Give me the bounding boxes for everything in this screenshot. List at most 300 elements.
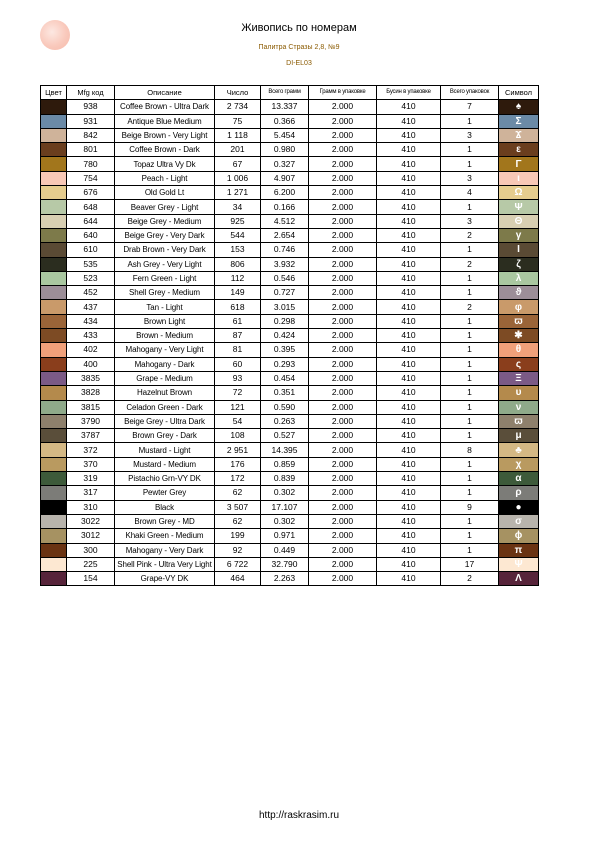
cell-total-grams: 0.971 xyxy=(261,529,309,543)
cell-total-grams: 0.546 xyxy=(261,271,309,285)
cell-beads-per-pack: 410 xyxy=(377,314,441,328)
cell-total-packs: 1 xyxy=(441,457,499,471)
symbol-icon: ✱ xyxy=(499,329,539,343)
cell-count: 54 xyxy=(215,414,261,428)
cell-description: Tan - Light xyxy=(115,300,215,314)
cell-total-packs: 1 xyxy=(441,429,499,443)
table-row xyxy=(41,543,539,557)
cell-mfg-code: 452 xyxy=(67,286,115,300)
cell-total-packs: 1 xyxy=(441,414,499,428)
cell-total-packs: 1 xyxy=(441,486,499,500)
cell-description: Coffee Brown - Dark xyxy=(115,143,215,157)
cell-beads-per-pack: 410 xyxy=(377,243,441,257)
color-swatch xyxy=(41,200,67,214)
cell-description: Fern Green - Light xyxy=(115,271,215,285)
cell-total-packs: 1 xyxy=(441,157,499,171)
cell-mfg-code: 3012 xyxy=(67,529,115,543)
color-swatch xyxy=(41,243,67,257)
cell-beads-per-pack: 410 xyxy=(377,228,441,242)
cell-total-grams: 0.366 xyxy=(261,114,309,128)
table-row xyxy=(41,529,539,543)
color-swatch xyxy=(41,329,67,343)
cell-beads-per-pack: 410 xyxy=(377,386,441,400)
palette-table xyxy=(40,85,539,586)
symbol-icon: ϑ xyxy=(499,286,539,300)
cell-mfg-code: 3790 xyxy=(67,414,115,428)
cell-beads-per-pack: 410 xyxy=(377,400,441,414)
table-row xyxy=(41,557,539,571)
cell-description: Antique Blue Medium xyxy=(115,114,215,128)
color-swatch xyxy=(41,443,67,457)
cell-total-packs: 1 xyxy=(441,243,499,257)
cell-count: 1 271 xyxy=(215,186,261,200)
symbol-icon: Γ xyxy=(499,157,539,171)
cell-total-packs: 2 xyxy=(441,300,499,314)
cell-mfg-code: 801 xyxy=(67,143,115,157)
cell-description: Brown Grey - Dark xyxy=(115,429,215,443)
cell-mfg-code: 310 xyxy=(67,500,115,514)
cell-grams-per-pack: 2.000 xyxy=(309,286,377,300)
symbol-icon: ϕ xyxy=(499,529,539,543)
cell-total-packs: 1 xyxy=(441,200,499,214)
color-swatch xyxy=(41,429,67,443)
cell-beads-per-pack: 410 xyxy=(377,343,441,357)
cell-grams-per-pack: 2.000 xyxy=(309,128,377,142)
cell-beads-per-pack: 410 xyxy=(377,514,441,528)
cell-total-grams: 0.263 xyxy=(261,414,309,428)
cell-beads-per-pack: 410 xyxy=(377,271,441,285)
cell-beads-per-pack: 410 xyxy=(377,186,441,200)
cell-grams-per-pack: 2.000 xyxy=(309,514,377,528)
symbol-icon: ♣ xyxy=(499,443,539,457)
cell-grams-per-pack: 2.000 xyxy=(309,429,377,443)
cell-total-grams: 0.298 xyxy=(261,314,309,328)
symbol-icon: μ xyxy=(499,429,539,443)
cell-total-packs: 2 xyxy=(441,572,499,586)
cell-beads-per-pack: 410 xyxy=(377,128,441,142)
symbol-icon: ν xyxy=(499,400,539,414)
cell-description: Grape-VY DK xyxy=(115,572,215,586)
cell-mfg-code: 3828 xyxy=(67,386,115,400)
cell-description: Brown - Medium xyxy=(115,329,215,343)
cell-total-grams: 0.727 xyxy=(261,286,309,300)
cell-grams-per-pack: 2.000 xyxy=(309,157,377,171)
cell-grams-per-pack: 2.000 xyxy=(309,472,377,486)
cell-count: 108 xyxy=(215,429,261,443)
cell-total-packs: 7 xyxy=(441,100,499,114)
table-row xyxy=(41,472,539,486)
symbol-icon: ι xyxy=(499,171,539,185)
cell-grams-per-pack: 2.000 xyxy=(309,143,377,157)
cell-total-grams: 4.512 xyxy=(261,214,309,228)
table-row xyxy=(41,257,539,271)
cell-description: Beige Grey - Very Dark xyxy=(115,228,215,242)
cell-total-grams: 0.746 xyxy=(261,243,309,257)
cell-total-grams: 0.351 xyxy=(261,386,309,400)
col-header-description: Описание xyxy=(115,86,215,100)
cell-beads-per-pack: 410 xyxy=(377,429,441,443)
cell-grams-per-pack: 2.000 xyxy=(309,500,377,514)
cell-count: 92 xyxy=(215,543,261,557)
cell-beads-per-pack: 410 xyxy=(377,100,441,114)
cell-beads-per-pack: 410 xyxy=(377,443,441,457)
cell-description: Brown Grey - MD xyxy=(115,514,215,528)
cell-description: Coffee Brown - Ultra Dark xyxy=(115,100,215,114)
table-row xyxy=(41,329,539,343)
table-row xyxy=(41,371,539,385)
cell-description: Beige Grey - Ultra Dark xyxy=(115,414,215,428)
color-swatch xyxy=(41,314,67,328)
cell-grams-per-pack: 2.000 xyxy=(309,243,377,257)
cell-total-grams: 32.790 xyxy=(261,557,309,571)
symbol-icon: ♠ xyxy=(499,100,539,114)
cell-description: Beige Grey - Medium xyxy=(115,214,215,228)
cell-description: Black xyxy=(115,500,215,514)
cell-description: Beaver Grey - Light xyxy=(115,200,215,214)
cell-total-packs: 1 xyxy=(441,329,499,343)
table-row xyxy=(41,300,539,314)
cell-grams-per-pack: 2.000 xyxy=(309,186,377,200)
cell-total-packs: 3 xyxy=(441,171,499,185)
cell-total-packs: 1 xyxy=(441,114,499,128)
cell-count: 2 734 xyxy=(215,100,261,114)
cell-total-grams: 0.454 xyxy=(261,371,309,385)
cell-count: 93 xyxy=(215,371,261,385)
cell-mfg-code: 610 xyxy=(67,243,115,257)
color-swatch xyxy=(41,100,67,114)
cell-count: 925 xyxy=(215,214,261,228)
symbol-icon: φ xyxy=(499,300,539,314)
symbol-icon: Ψ xyxy=(499,200,539,214)
symbol-icon: ε xyxy=(499,143,539,157)
cell-grams-per-pack: 2.000 xyxy=(309,200,377,214)
symbol-icon: Ψ xyxy=(499,557,539,571)
cell-grams-per-pack: 2.000 xyxy=(309,400,377,414)
symbol-icon: θ xyxy=(499,343,539,357)
table-row xyxy=(41,214,539,228)
symbol-icon: σ xyxy=(499,514,539,528)
cell-total-packs: 1 xyxy=(441,400,499,414)
color-swatch xyxy=(41,343,67,357)
cell-beads-per-pack: 410 xyxy=(377,486,441,500)
cell-count: 1 118 xyxy=(215,128,261,142)
cell-total-grams: 0.839 xyxy=(261,472,309,486)
cell-total-grams: 6.200 xyxy=(261,186,309,200)
cell-beads-per-pack: 410 xyxy=(377,500,441,514)
symbol-icon: λ xyxy=(499,271,539,285)
cell-total-grams: 5.454 xyxy=(261,128,309,142)
cell-beads-per-pack: 410 xyxy=(377,543,441,557)
cell-count: 172 xyxy=(215,472,261,486)
cell-total-packs: 1 xyxy=(441,357,499,371)
cell-grams-per-pack: 2.000 xyxy=(309,443,377,457)
color-swatch xyxy=(41,171,67,185)
symbol-icon: α xyxy=(499,472,539,486)
cell-grams-per-pack: 2.000 xyxy=(309,271,377,285)
cell-beads-per-pack: 410 xyxy=(377,257,441,271)
cell-grams-per-pack: 2.000 xyxy=(309,228,377,242)
cell-beads-per-pack: 410 xyxy=(377,371,441,385)
symbol-icon: Ω xyxy=(499,186,539,200)
cell-mfg-code: 754 xyxy=(67,171,115,185)
cell-beads-per-pack: 410 xyxy=(377,572,441,586)
cell-mfg-code: 300 xyxy=(67,543,115,557)
cell-total-grams: 0.293 xyxy=(261,357,309,371)
cell-total-packs: 1 xyxy=(441,514,499,528)
color-swatch xyxy=(41,271,67,285)
cell-beads-per-pack: 410 xyxy=(377,286,441,300)
cell-total-packs: 1 xyxy=(441,386,499,400)
cell-total-grams: 2.654 xyxy=(261,228,309,242)
cell-description: Mustard - Light xyxy=(115,443,215,457)
color-swatch xyxy=(41,157,67,171)
cell-grams-per-pack: 2.000 xyxy=(309,371,377,385)
cell-total-packs: 1 xyxy=(441,314,499,328)
cell-count: 67 xyxy=(215,157,261,171)
cell-count: 464 xyxy=(215,572,261,586)
cell-count: 6 722 xyxy=(215,557,261,571)
table-row xyxy=(41,200,539,214)
cell-grams-per-pack: 2.000 xyxy=(309,343,377,357)
color-swatch xyxy=(41,214,67,228)
cell-mfg-code: 433 xyxy=(67,329,115,343)
cell-mfg-code: 931 xyxy=(67,114,115,128)
table-row xyxy=(41,271,539,285)
cell-total-grams: 0.590 xyxy=(261,400,309,414)
cell-count: 201 xyxy=(215,143,261,157)
symbol-icon: ζ xyxy=(499,257,539,271)
symbol-icon: Σ xyxy=(499,114,539,128)
table-row xyxy=(41,386,539,400)
cell-total-grams: 0.980 xyxy=(261,143,309,157)
cell-grams-per-pack: 2.000 xyxy=(309,414,377,428)
col-header-total-grams: Всего грамм xyxy=(261,86,309,100)
cell-total-grams: 4.907 xyxy=(261,171,309,185)
cell-grams-per-pack: 2.000 xyxy=(309,214,377,228)
color-swatch xyxy=(41,414,67,428)
symbol-icon: π xyxy=(499,543,539,557)
cell-beads-per-pack: 410 xyxy=(377,472,441,486)
cell-total-grams: 0.395 xyxy=(261,343,309,357)
color-swatch xyxy=(41,543,67,557)
color-swatch xyxy=(41,529,67,543)
cell-total-packs: 8 xyxy=(441,443,499,457)
cell-mfg-code: 3022 xyxy=(67,514,115,528)
cell-mfg-code: 402 xyxy=(67,343,115,357)
table-row xyxy=(41,186,539,200)
cell-count: 153 xyxy=(215,243,261,257)
cell-count: 34 xyxy=(215,200,261,214)
cell-count: 544 xyxy=(215,228,261,242)
cell-count: 806 xyxy=(215,257,261,271)
cell-mfg-code: 225 xyxy=(67,557,115,571)
col-header-count: Число xyxy=(215,86,261,100)
cell-count: 62 xyxy=(215,486,261,500)
cell-description: Peach - Light xyxy=(115,171,215,185)
cell-total-packs: 1 xyxy=(441,143,499,157)
cell-grams-per-pack: 2.000 xyxy=(309,557,377,571)
cell-beads-per-pack: 410 xyxy=(377,529,441,543)
cell-mfg-code: 319 xyxy=(67,472,115,486)
cell-count: 3 507 xyxy=(215,500,261,514)
cell-grams-per-pack: 2.000 xyxy=(309,257,377,271)
symbol-icon: Ι xyxy=(499,243,539,257)
footer-url[interactable]: http://raskrasim.ru xyxy=(258,810,340,821)
cell-total-grams: 0.424 xyxy=(261,329,309,343)
cell-total-packs: 17 xyxy=(441,557,499,571)
cell-beads-per-pack: 410 xyxy=(377,143,441,157)
color-swatch xyxy=(41,371,67,385)
cell-total-packs: 2 xyxy=(441,228,499,242)
product-code: DI-EL03 xyxy=(286,60,312,67)
cell-total-packs: 1 xyxy=(441,271,499,285)
col-header-mfg-code: Mfg код xyxy=(67,86,115,100)
cell-mfg-code: 317 xyxy=(67,486,115,500)
cell-total-grams: 0.302 xyxy=(261,486,309,500)
cell-total-packs: 1 xyxy=(441,286,499,300)
symbol-icon: ς xyxy=(499,357,539,371)
col-header-symbol: Символ xyxy=(499,86,539,100)
symbol-icon: Λ xyxy=(499,572,539,586)
color-swatch xyxy=(41,386,67,400)
cell-mfg-code: 370 xyxy=(67,457,115,471)
color-swatch xyxy=(41,357,67,371)
cell-grams-per-pack: 2.000 xyxy=(309,314,377,328)
cell-description: Grape - Medium xyxy=(115,371,215,385)
cell-count: 149 xyxy=(215,286,261,300)
cell-total-packs: 1 xyxy=(441,472,499,486)
cell-grams-per-pack: 2.000 xyxy=(309,386,377,400)
cell-description: Celadon Green - Dark xyxy=(115,400,215,414)
cell-description: Hazelnut Brown xyxy=(115,386,215,400)
page-title: Живопись по номерам xyxy=(241,22,357,34)
symbol-icon: ● xyxy=(499,500,539,514)
cell-count: 618 xyxy=(215,300,261,314)
cell-total-packs: 4 xyxy=(441,186,499,200)
cell-grams-per-pack: 2.000 xyxy=(309,329,377,343)
cell-count: 176 xyxy=(215,457,261,471)
symbol-icon: γ xyxy=(499,228,539,242)
cell-mfg-code: 400 xyxy=(67,357,115,371)
cell-beads-per-pack: 410 xyxy=(377,114,441,128)
table-row xyxy=(41,429,539,443)
cell-total-grams: 0.527 xyxy=(261,429,309,443)
cell-count: 72 xyxy=(215,386,261,400)
table-row xyxy=(41,286,539,300)
col-header-color: Цвет xyxy=(41,86,67,100)
symbol-icon: ϖ xyxy=(499,314,539,328)
cell-mfg-code: 434 xyxy=(67,314,115,328)
cell-mfg-code: 676 xyxy=(67,186,115,200)
table-row xyxy=(41,400,539,414)
cell-total-grams: 14.395 xyxy=(261,443,309,457)
table-row xyxy=(41,414,539,428)
cell-description: Brown Light xyxy=(115,314,215,328)
table-row xyxy=(41,228,539,242)
cell-mfg-code: 842 xyxy=(67,128,115,142)
cell-count: 75 xyxy=(215,114,261,128)
table-row xyxy=(41,357,539,371)
cell-grams-per-pack: 2.000 xyxy=(309,572,377,586)
cell-mfg-code: 372 xyxy=(67,443,115,457)
symbol-icon: υ xyxy=(499,386,539,400)
table-row xyxy=(41,243,539,257)
color-swatch xyxy=(41,514,67,528)
table-row xyxy=(41,443,539,457)
table-row xyxy=(41,100,539,114)
color-swatch xyxy=(41,400,67,414)
cell-beads-per-pack: 410 xyxy=(377,200,441,214)
table-row xyxy=(41,171,539,185)
cell-description: Shell Grey - Medium xyxy=(115,286,215,300)
cell-grams-per-pack: 2.000 xyxy=(309,357,377,371)
cell-grams-per-pack: 2.000 xyxy=(309,457,377,471)
symbol-icon: χ xyxy=(499,457,539,471)
table-row xyxy=(41,500,539,514)
color-swatch xyxy=(41,572,67,586)
color-swatch xyxy=(41,300,67,314)
cell-description: Old Gold Lt xyxy=(115,186,215,200)
symbol-icon: Ϫ xyxy=(499,128,539,142)
cell-count: 87 xyxy=(215,329,261,343)
cell-grams-per-pack: 2.000 xyxy=(309,543,377,557)
cell-grams-per-pack: 2.000 xyxy=(309,114,377,128)
cell-mfg-code: 154 xyxy=(67,572,115,586)
cell-mfg-code: 640 xyxy=(67,228,115,242)
table-row xyxy=(41,314,539,328)
cell-beads-per-pack: 410 xyxy=(377,557,441,571)
cell-total-packs: 1 xyxy=(441,543,499,557)
cell-description: Ash Grey - Very Light xyxy=(115,257,215,271)
cell-description: Beige Brown - Very Light xyxy=(115,128,215,142)
cell-total-packs: 3 xyxy=(441,214,499,228)
cell-description: Pistachio Grn-VY DK xyxy=(115,472,215,486)
cell-total-grams: 0.327 xyxy=(261,157,309,171)
col-header-grams-per-pack: Грамм в упаковке xyxy=(309,86,377,100)
cell-total-grams: 13.337 xyxy=(261,100,309,114)
symbol-icon: ϖ xyxy=(499,414,539,428)
symbol-icon: ρ xyxy=(499,486,539,500)
cell-total-grams: 3.932 xyxy=(261,257,309,271)
cell-count: 121 xyxy=(215,400,261,414)
color-swatch xyxy=(41,186,67,200)
col-header-beads-per-pack: Бусин в упаковке xyxy=(377,86,441,100)
cell-mfg-code: 3815 xyxy=(67,400,115,414)
cell-mfg-code: 644 xyxy=(67,214,115,228)
cell-grams-per-pack: 2.000 xyxy=(309,529,377,543)
cell-count: 62 xyxy=(215,514,261,528)
cell-total-packs: 1 xyxy=(441,529,499,543)
cell-beads-per-pack: 410 xyxy=(377,171,441,185)
cell-grams-per-pack: 2.000 xyxy=(309,486,377,500)
color-swatch xyxy=(41,114,67,128)
color-swatch xyxy=(41,143,67,157)
cell-total-grams: 2.263 xyxy=(261,572,309,586)
cell-mfg-code: 437 xyxy=(67,300,115,314)
cell-beads-per-pack: 410 xyxy=(377,414,441,428)
cell-beads-per-pack: 410 xyxy=(377,214,441,228)
table-row xyxy=(41,157,539,171)
cell-total-grams: 17.107 xyxy=(261,500,309,514)
cell-grams-per-pack: 2.000 xyxy=(309,300,377,314)
color-swatch xyxy=(41,486,67,500)
cell-mfg-code: 3835 xyxy=(67,371,115,385)
col-header-total-packs: Всего упаковок xyxy=(441,86,499,100)
table-row xyxy=(41,486,539,500)
cell-count: 1 006 xyxy=(215,171,261,185)
cell-count: 112 xyxy=(215,271,261,285)
cell-mfg-code: 648 xyxy=(67,200,115,214)
